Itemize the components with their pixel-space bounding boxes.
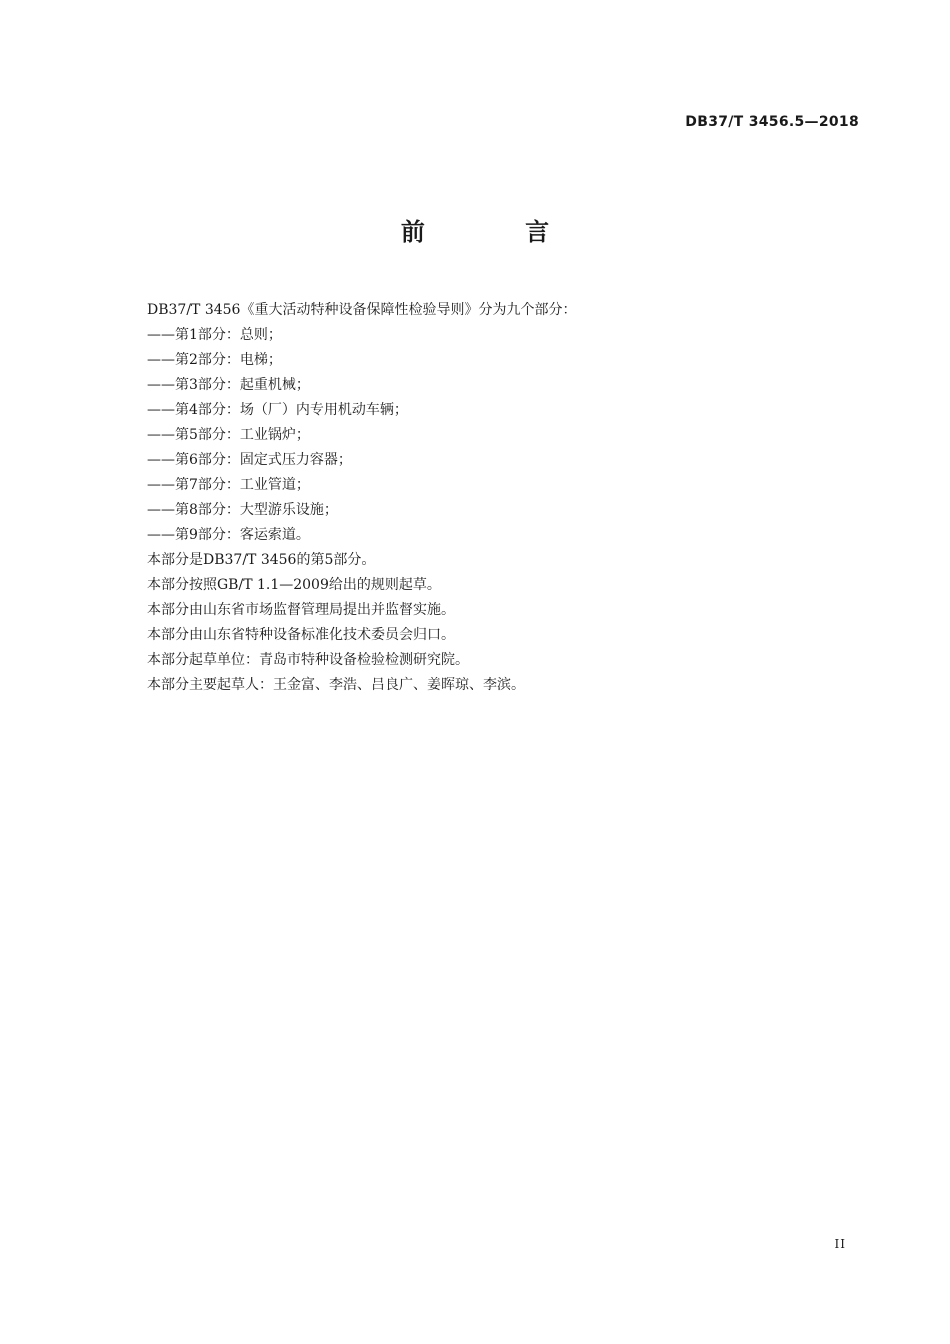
page-number: II: [834, 1237, 846, 1251]
foreword-body: [147, 298, 847, 698]
drafters-line: 本部分主要起草人：王金富、李浩、吕良广、姜晖琼、李滨。: [147, 677, 525, 693]
committee-line: 本部分由山东省特种设备标准化技术委员会归口。: [147, 627, 455, 643]
part-statement-line: 本部分是DB37/T 3456的第5部分。: [147, 552, 376, 568]
intro-line: DB37/T 3456《重大活动特种设备保障性检验导则》分为九个部分：: [147, 302, 577, 318]
standard-code: DB37/T 3456.5—2018: [685, 114, 859, 130]
drafting-unit-line: 本部分起草单位：青岛市特种设备检验检测研究院。: [147, 652, 469, 668]
part-7-line: ——第7部分：工业管道；: [147, 477, 310, 493]
part-2-line: ——第2部分：电梯；: [147, 352, 282, 368]
proposer-line: 本部分由山东省市场监督管理局提出并监督实施。: [147, 602, 455, 618]
part-5-line: ——第5部分：工业锅炉；: [147, 427, 310, 443]
page-title: 前 言: [400, 218, 596, 246]
part-6-line: ——第6部分：固定式压力容器；: [147, 452, 352, 468]
part-8-line: ——第8部分：大型游乐设施；: [147, 502, 338, 518]
part-3-line: ——第3部分：起重机械；: [147, 377, 310, 393]
part-4-line: ——第4部分：场（厂）内专用机动车辆；: [147, 402, 408, 418]
part-9-line: ——第9部分：客运索道。: [147, 527, 310, 543]
drafting-rules-line: 本部分按照GB/T 1.1—2009给出的规则起草。: [147, 577, 441, 593]
part-1-line: ——第1部分：总则；: [147, 327, 282, 343]
